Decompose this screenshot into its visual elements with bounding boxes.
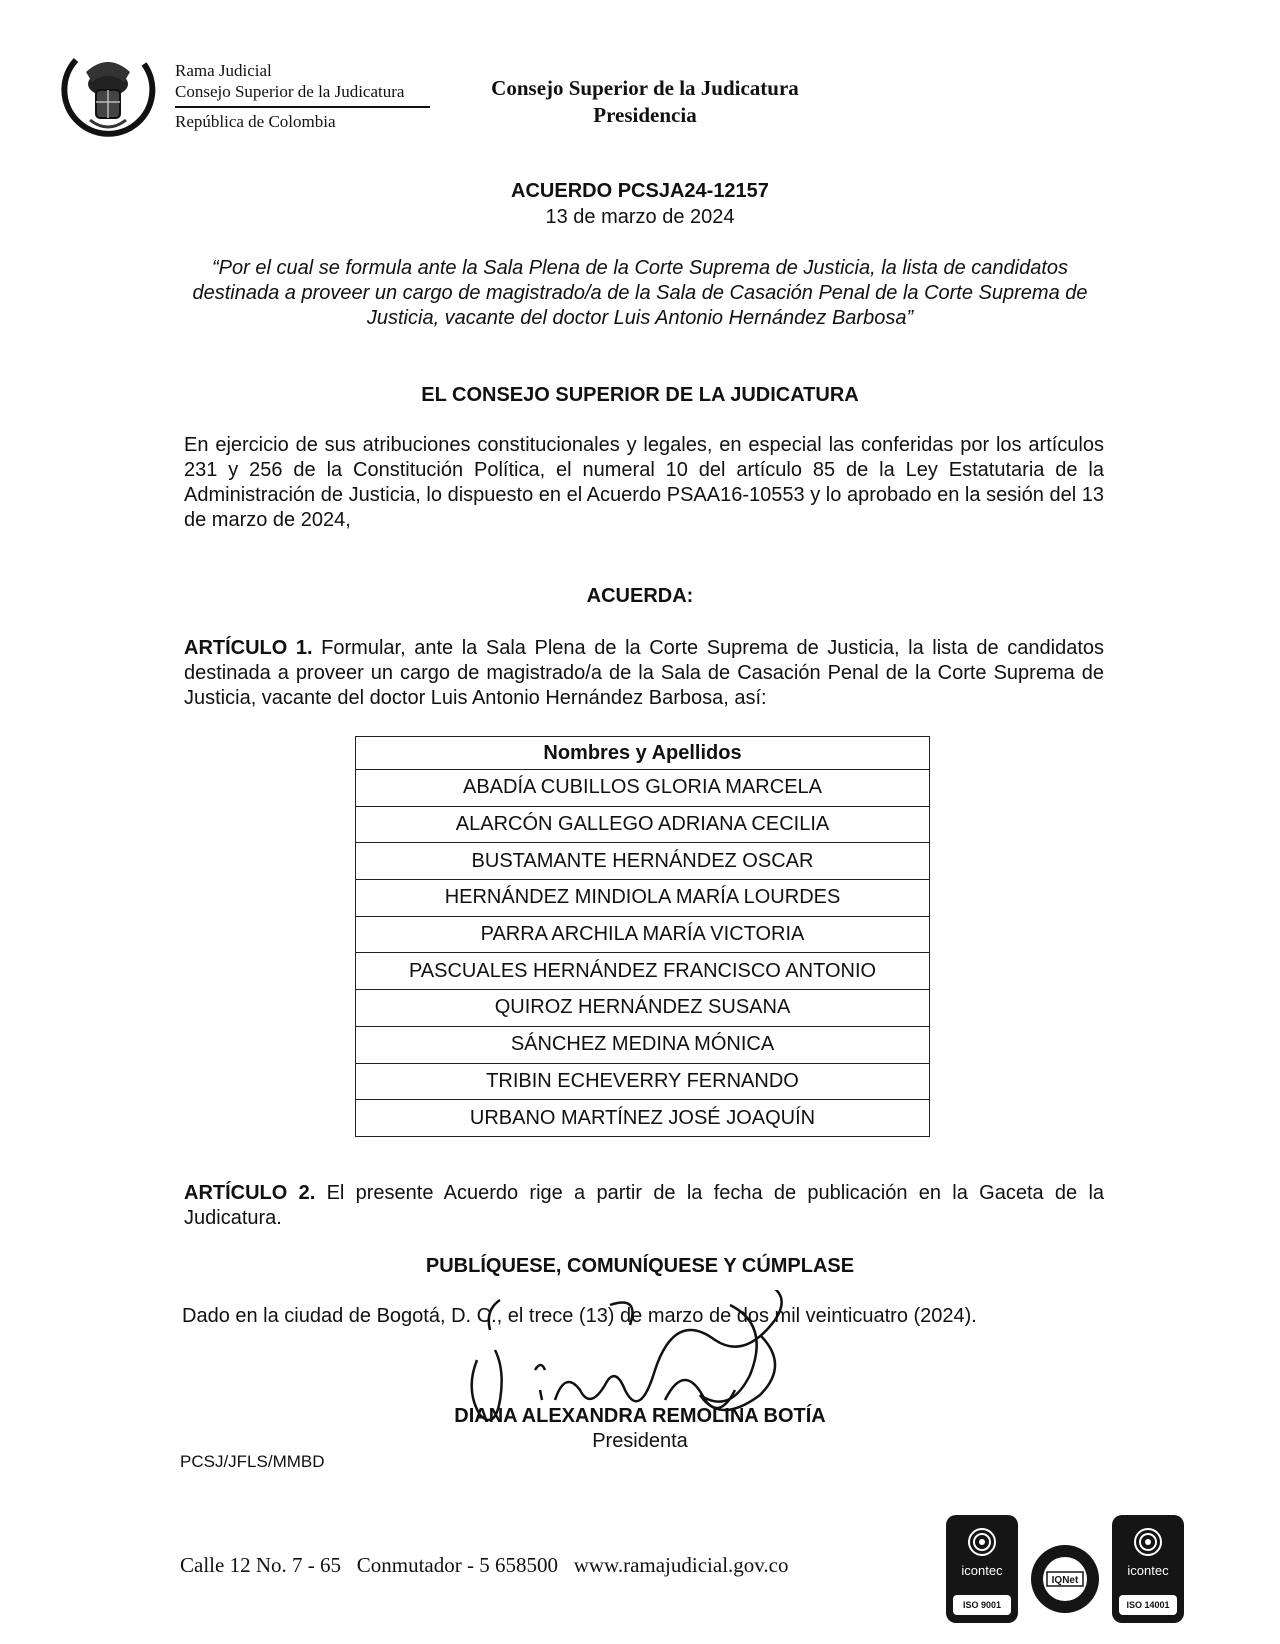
article-2	[184, 1181, 1104, 1231]
icontec-iso14001-badge	[1112, 1515, 1184, 1623]
reference-initials: PCSJ/JFLS/MMBD	[180, 1452, 325, 1471]
footer-contact: Calle 12 No. 7 - 65 Conmutador - 5 658500 www.ramajudicial.gov.co	[180, 1553, 789, 1577]
candidate-name: SÁNCHEZ MEDINA MÓNICA	[356, 1026, 930, 1063]
agreement-subject: “Por el cual se formula ante la Sala Plena de la Corte Suprema de Justicia, la lista de candidatos destinada a proveer un cargo de magistrado/a de la Sala de Casación Penal de la Corte Suprema de Justicia, vacante del doctor Luis Antonio Hernández Barbosa”	[192, 257, 1088, 329]
article-1-label: ARTÍCULO 1.	[184, 637, 313, 659]
institution-line-3: República de Colombia	[175, 112, 336, 131]
iqnet-label: IQNet	[1051, 1575, 1079, 1586]
table-row	[356, 880, 930, 917]
institution-line-2: Consejo Superior de la Judicatura	[175, 82, 405, 101]
candidate-name: QUIROZ HERNÁNDEZ SUSANA	[356, 990, 930, 1027]
candidate-name: ALARCÓN GALLEGO ADRIANA CECILIA	[356, 806, 930, 843]
table-row	[356, 990, 930, 1027]
article-2-label: ARTÍCULO 2.	[184, 1182, 316, 1204]
office-title: Consejo Superior de la Judicatura	[491, 76, 799, 100]
candidate-name: HERNÁNDEZ MINDIOLA MARÍA LOURDES	[356, 880, 930, 917]
office-subtitle: Presidencia	[593, 103, 697, 127]
candidate-name: TRIBIN ECHEVERRY FERNANDO	[356, 1063, 930, 1100]
candidate-name: PARRA ARCHILA MARÍA VICTORIA	[356, 916, 930, 953]
closing-heading: PUBLÍQUESE, COMUNÍQUESE Y CÚMPLASE	[425, 1255, 855, 1277]
table-row	[356, 806, 930, 843]
table-row	[356, 770, 930, 807]
resolves-heading: ACUERDA:	[586, 585, 694, 607]
certification-logos	[946, 1515, 1186, 1630]
candidate-name: URBANO MARTÍNEZ JOSÉ JOAQUÍN	[356, 1100, 930, 1137]
signer-role: Presidenta	[592, 1430, 688, 1452]
table-row	[356, 1026, 930, 1063]
cert-1-iso: ISO 9001	[953, 1595, 1011, 1615]
institution-divider	[175, 106, 430, 108]
table-row	[356, 843, 930, 880]
candidate-name: ABADÍA CUBILLOS GLORIA MARCELA	[356, 770, 930, 807]
cert-2-iso: ISO 14001	[1119, 1595, 1177, 1615]
table-row	[356, 1063, 930, 1100]
coat-of-arms-logo	[56, 42, 160, 150]
agreement-date: 13 de marzo de 2024	[545, 206, 735, 228]
article-1	[184, 636, 1104, 711]
candidate-name: BUSTAMANTE HERNÁNDEZ OSCAR	[356, 843, 930, 880]
icontec-iso9001-badge	[946, 1515, 1018, 1623]
institution-block	[175, 60, 430, 132]
table-row	[356, 916, 930, 953]
icontec-icon	[1133, 1527, 1163, 1557]
table-row	[356, 953, 930, 990]
table-header: Nombres y Apellidos	[356, 737, 930, 770]
icontec-icon	[967, 1527, 997, 1557]
table-row	[356, 1100, 930, 1137]
article-1-text: Formular, ante la Sala Plena de la Corte Suprema de Justicia, la lista de candidatos destinada a proveer un cargo de magistrado/a de la Sala de Casación Penal de la Corte Suprema de Justicia, vacante del doctor Luis Antonio Hernández Barbosa, así:	[184, 637, 1104, 709]
institution-line-1: Rama Judicial	[175, 61, 272, 80]
preamble-paragraph: En ejercicio de sus atribuciones constitucionales y legales, en especial las conferidas por los artículos 231 y 256 de la Constitución Política, el numeral 10 del artículo 85 de la Ley Estatutaria de la Administración de Justicia, lo dispuesto en el Acuerdo PSAA16-10553 y lo aprobado en la sesión del 13 de marzo de 2024,	[184, 434, 1104, 531]
issuer-heading: EL CONSEJO SUPERIOR DE LA JUDICATURA	[421, 384, 859, 406]
cert-1-brand: icontec	[961, 1563, 1003, 1578]
cert-2-brand: icontec	[1127, 1563, 1169, 1578]
candidate-name: PASCUALES HERNÁNDEZ FRANCISCO ANTONIO	[356, 953, 930, 990]
candidates-table	[355, 736, 930, 1137]
table-header-row	[356, 737, 930, 770]
iqnet-badge	[1029, 1543, 1101, 1615]
office-header	[440, 75, 850, 129]
article-2-text: El presente Acuerdo rige a partir de la fecha de publicación en la Gaceta de la Judicatura.	[184, 1182, 1105, 1229]
signer-name: DIANA ALEXANDRA REMOLINA BOTÍA	[454, 1405, 826, 1427]
given-at-statement: Dado en la ciudad de Bogotá, D. C., el trece (13) de marzo de dos mil veinticuatro (2024).	[182, 1305, 977, 1327]
agreement-number: ACUERDO PCSJA24-12157	[511, 180, 769, 202]
